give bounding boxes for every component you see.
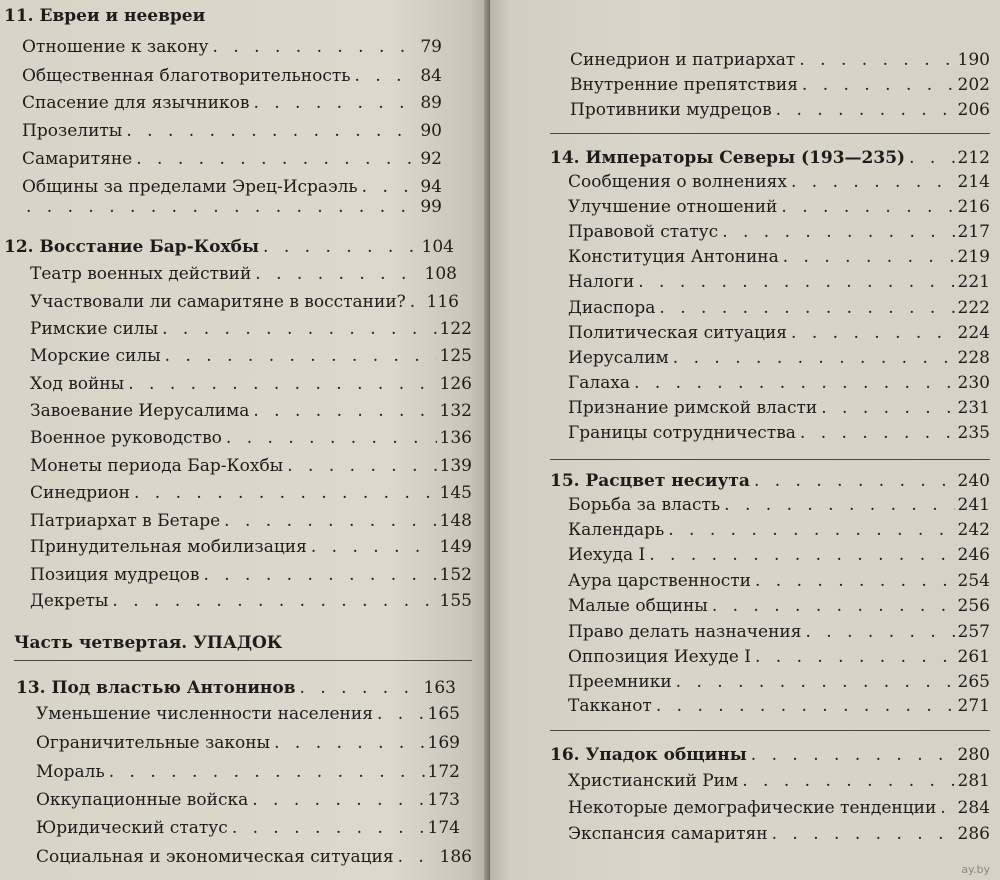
dot-leader: [398, 845, 437, 869]
dot-leader: [300, 676, 421, 700]
toc-entry: [568, 421, 990, 445]
entry-label: Границы сотрудничества: [568, 423, 796, 443]
toc-entry: [570, 98, 990, 122]
toc-entry: [30, 372, 472, 396]
page-number: 254: [957, 571, 990, 591]
page-number: 216: [957, 197, 990, 217]
page-number: 155: [439, 591, 472, 611]
dot-leader: [799, 48, 954, 72]
toc-entry: [30, 509, 472, 533]
dot-leader: [940, 796, 954, 820]
toc-entry: [568, 769, 990, 793]
dot-leader: [136, 147, 417, 171]
page-number: 214: [957, 172, 990, 192]
toc-entry: [36, 702, 460, 726]
toc-entry: [36, 788, 460, 812]
entry-label: Аура царственности: [568, 571, 751, 591]
entry-label: Морские силы: [30, 346, 161, 366]
entry-label: Иехуда I: [568, 545, 646, 565]
page-number: 230: [957, 373, 990, 393]
toc-entry: [30, 481, 472, 505]
dot-leader: [126, 119, 417, 143]
entry-label: Прозелиты: [22, 121, 123, 141]
page-number: 271: [957, 696, 990, 716]
dot-leader: [287, 454, 436, 478]
toc-entry: [570, 48, 990, 72]
entry-label: Галаха: [568, 373, 631, 393]
dot-leader: [791, 170, 955, 194]
entry-label: Римские силы: [30, 319, 159, 339]
toc-entry: [30, 317, 472, 341]
entry-label: Спасение для язычников: [22, 93, 250, 113]
page-number: 139: [439, 456, 472, 476]
chapter-heading: [550, 469, 990, 493]
page-number: 173: [427, 790, 460, 810]
toc-entry: [568, 170, 990, 194]
page-number: 256: [957, 596, 990, 616]
page-number: 126: [439, 374, 472, 394]
toc-entry: [568, 518, 990, 542]
toc-entry: [36, 731, 460, 755]
page-number: 122: [439, 319, 472, 339]
entry-label: Общины за пределами Эрец-Исраэль: [22, 177, 358, 197]
page-number: 149: [439, 537, 472, 557]
page-number: 165: [427, 704, 460, 724]
entry-label: Ограничительные законы: [36, 733, 271, 753]
page-number: 174: [427, 818, 460, 838]
page-number: 145: [439, 483, 472, 503]
page-number: 108: [424, 264, 457, 284]
entry-label: Оппозиция Иехуде I: [568, 647, 751, 667]
dot-leader: [755, 645, 955, 669]
page-number: 90: [420, 121, 442, 141]
dot-leader: [724, 493, 954, 517]
page-number: 219: [957, 247, 990, 267]
toc-entry: [30, 262, 457, 286]
toc-entry: [22, 35, 442, 59]
toc-entry: [30, 290, 459, 314]
toc-entry: [568, 796, 990, 820]
entry-label: Налоги: [568, 272, 635, 292]
dot-leader: [255, 262, 421, 286]
toc-entry: [22, 147, 442, 171]
toc-entry: [568, 694, 990, 718]
toc-entry: [30, 344, 472, 368]
dot-leader: [410, 290, 424, 314]
dot-leader: [783, 245, 955, 269]
dot-leader: [274, 731, 424, 755]
toc-entry: [36, 760, 460, 784]
entry-label: Синедрион и патриархат: [570, 50, 796, 70]
toc-entry: [30, 535, 472, 559]
toc-entry: [568, 620, 990, 644]
dot-leader: [755, 569, 955, 593]
dot-leader: [909, 146, 954, 170]
entry-label: Экспансия самаритян: [568, 824, 768, 844]
entry-label: Патриархат в Бетаре: [30, 511, 221, 531]
page-number: 116: [426, 292, 459, 312]
dot-leader: [112, 589, 436, 613]
dot-leader: [754, 469, 955, 493]
entry-label: Борьба за власть: [568, 495, 721, 515]
entry-label: Противники мудрецов: [570, 100, 772, 120]
entry-label: Преемники: [568, 672, 672, 692]
toc-entry: [36, 845, 472, 869]
page-number: 92: [420, 149, 442, 169]
page-number: 281: [957, 771, 990, 791]
dot-leader: [722, 220, 954, 244]
dot-leader: [673, 346, 955, 370]
page-number: 104: [421, 237, 454, 257]
page-number: 190: [957, 50, 990, 70]
dot-leader: [128, 372, 436, 396]
page-number: 99: [420, 197, 442, 217]
dot-leader: [659, 296, 954, 320]
dot-leader: [226, 426, 437, 450]
toc-entry: [568, 594, 990, 618]
page-number: 79: [420, 37, 442, 57]
page-number: 163: [423, 678, 456, 698]
toc-entry: [30, 426, 472, 450]
dot-leader: [203, 563, 436, 587]
entry-label: Декреты: [30, 591, 109, 611]
chapter-title: 14. Императоры Северы (193—235): [550, 148, 906, 168]
dot-leader: [656, 694, 955, 718]
dot-leader: [668, 518, 954, 542]
entry-label: Завоевание Иерусалима: [30, 401, 250, 421]
entry-label: Синедрион: [30, 483, 130, 503]
page-number: 217: [957, 222, 990, 242]
entry-label: Диаспора: [568, 298, 656, 318]
dot-leader: [134, 481, 437, 505]
entry-label: Социальная и экономическая ситуация: [36, 847, 394, 867]
dot-leader: [224, 509, 436, 533]
part-heading: Часть четвертая. УПАДОК: [14, 633, 283, 653]
entry-label: Иерусалим: [568, 348, 669, 368]
page-number: 89: [420, 93, 442, 113]
dot-leader: [311, 535, 437, 559]
page-number: 136: [439, 428, 472, 448]
page-number: 257: [957, 622, 990, 642]
entry-label: Внутренние препятствия: [570, 75, 798, 95]
page-number: 235: [957, 423, 990, 443]
dot-leader: [232, 816, 425, 840]
entry-label: Общественная благотворительность: [22, 66, 351, 86]
entry-label: Политическая ситуация: [568, 323, 788, 343]
page-number: 286: [957, 824, 990, 844]
entry-label: Улучшение отношений: [568, 197, 778, 217]
dot-leader: [649, 543, 954, 567]
page-number: 231: [957, 398, 990, 418]
entry-label: Позиция мудрецов: [30, 565, 200, 585]
page-number: 240: [957, 471, 990, 491]
toc-entry: [30, 563, 472, 587]
chapter-title: 15. Расцвет несиута: [550, 471, 750, 491]
toc-entry: [568, 245, 990, 269]
page-number: 224: [957, 323, 990, 343]
entry-label: Театр военных действий: [30, 264, 252, 284]
entry-label: Сообщения о волнениях: [568, 172, 787, 192]
chapter-heading: [4, 235, 454, 259]
toc-entry: [568, 321, 990, 345]
dot-leader: [252, 788, 424, 812]
page-number: 206: [957, 100, 990, 120]
right-page: [490, 0, 1000, 880]
section-divider: [550, 459, 990, 460]
toc-entry: [568, 371, 990, 395]
entry-label: Уменьшение численности населения: [36, 704, 373, 724]
toc-entry: [30, 589, 472, 613]
toc-entry: [22, 64, 442, 88]
chapter-title: 12. Восстание Бар-Кохбы: [4, 237, 260, 257]
watermark-text: ay.by: [961, 863, 990, 876]
dot-leader: [377, 702, 425, 726]
page-number: 212: [957, 148, 990, 168]
page-number: 261: [957, 647, 990, 667]
dot-leader: [26, 195, 417, 219]
page-number: 132: [439, 401, 472, 421]
toc-entry: [568, 396, 990, 420]
dot-leader: [638, 270, 954, 294]
toc-entry: [568, 296, 990, 320]
dot-leader: [791, 321, 955, 345]
entry-label: Признание римской власти: [568, 398, 818, 418]
page-number: 84: [420, 66, 442, 86]
toc-entry: [568, 645, 990, 669]
dot-leader: [162, 317, 436, 341]
page-number: 222: [957, 298, 990, 318]
entry-label: Юридический статус: [36, 818, 228, 838]
toc-entry: [570, 73, 990, 97]
entry-label: Самаритяне: [22, 149, 133, 169]
dot-leader: [821, 396, 954, 420]
chapter-title: 11. Евреи и неевреи: [4, 6, 206, 26]
chapter-heading: [4, 4, 444, 28]
toc-entry: [568, 670, 990, 694]
page-number: 152: [439, 565, 472, 585]
entry-label: Отношение к закону: [22, 37, 209, 57]
page-number: 246: [957, 545, 990, 565]
section-divider: [550, 133, 990, 134]
toc-entry: [568, 569, 990, 593]
dot-leader: [776, 98, 955, 122]
dot-leader: [165, 344, 437, 368]
toc-entry: [568, 543, 990, 567]
dot-leader: [355, 64, 418, 88]
entry-label: Мораль: [36, 762, 105, 782]
page-number: 186: [439, 847, 472, 867]
dot-leader: [253, 91, 417, 115]
page-number: 228: [957, 348, 990, 368]
entry-label: Правовой статус: [568, 222, 719, 242]
page-number: 221: [957, 272, 990, 292]
entry-label: Оккупационные войска: [36, 790, 249, 810]
page-number: 265: [957, 672, 990, 692]
dot-leader: [676, 670, 955, 694]
dot-leader: [742, 769, 954, 793]
toc-entry: [568, 270, 990, 294]
toc-entry: [568, 346, 990, 370]
dot-leader: [800, 421, 955, 445]
page-number: 242: [957, 520, 990, 540]
dot-leader: [263, 235, 419, 259]
dot-leader: [253, 399, 436, 423]
page-number: 148: [439, 511, 472, 531]
page-number: 172: [427, 762, 460, 782]
page-number: 280: [957, 745, 990, 765]
toc-entry: [568, 822, 990, 846]
dot-leader: [213, 35, 418, 59]
dot-leader: [634, 371, 954, 395]
chapter-title: 13. Под властью Антонинов: [16, 678, 296, 698]
toc-entry: [36, 816, 460, 840]
toc-entry: [30, 454, 472, 478]
page-number: 284: [957, 798, 990, 818]
page-number: 169: [427, 733, 460, 753]
dot-leader: [712, 594, 955, 618]
left-page: [0, 0, 488, 880]
page-number: 125: [439, 346, 472, 366]
dot-leader: [802, 73, 955, 97]
dot-leader: [109, 760, 425, 784]
toc-entry: [22, 195, 442, 219]
chapter-heading: [16, 676, 456, 700]
toc-entry: [568, 195, 990, 219]
toc-entry: [22, 119, 442, 143]
entry-label: Право делать назначения: [568, 622, 802, 642]
part-divider: [14, 660, 472, 661]
section-divider: [550, 730, 990, 731]
dot-leader: [805, 620, 954, 644]
entry-label: Малые общины: [568, 596, 708, 616]
page-number: 202: [957, 75, 990, 95]
entry-label: Некоторые демографические тенденции: [568, 798, 937, 818]
chapter-heading: [550, 146, 990, 170]
page-number: 241: [957, 495, 990, 515]
entry-label: Ход войны: [30, 374, 125, 394]
dot-leader: [772, 822, 955, 846]
dot-leader: [751, 743, 955, 767]
entry-label: Христианский Рим: [568, 771, 739, 791]
entry-label: Такканот: [568, 696, 652, 716]
toc-entry: [568, 493, 990, 517]
page-number: 94: [420, 177, 442, 197]
entry-label: Монеты периода Бар-Кохбы: [30, 456, 284, 476]
toc-entry: [568, 220, 990, 244]
entry-label: Конституция Антонина: [568, 247, 779, 267]
entry-label: Принудительная мобилизация: [30, 537, 307, 557]
entry-label: Календарь: [568, 520, 665, 540]
toc-entry: [30, 399, 472, 423]
entry-label: Военное руководство: [30, 428, 222, 448]
toc-entry: [22, 91, 442, 115]
entry-label: Участвовали ли самаритяне в восстании?: [30, 292, 406, 312]
dot-leader: [781, 195, 954, 219]
chapter-heading: [550, 743, 990, 767]
chapter-title: 16. Упадок общины: [550, 745, 747, 765]
